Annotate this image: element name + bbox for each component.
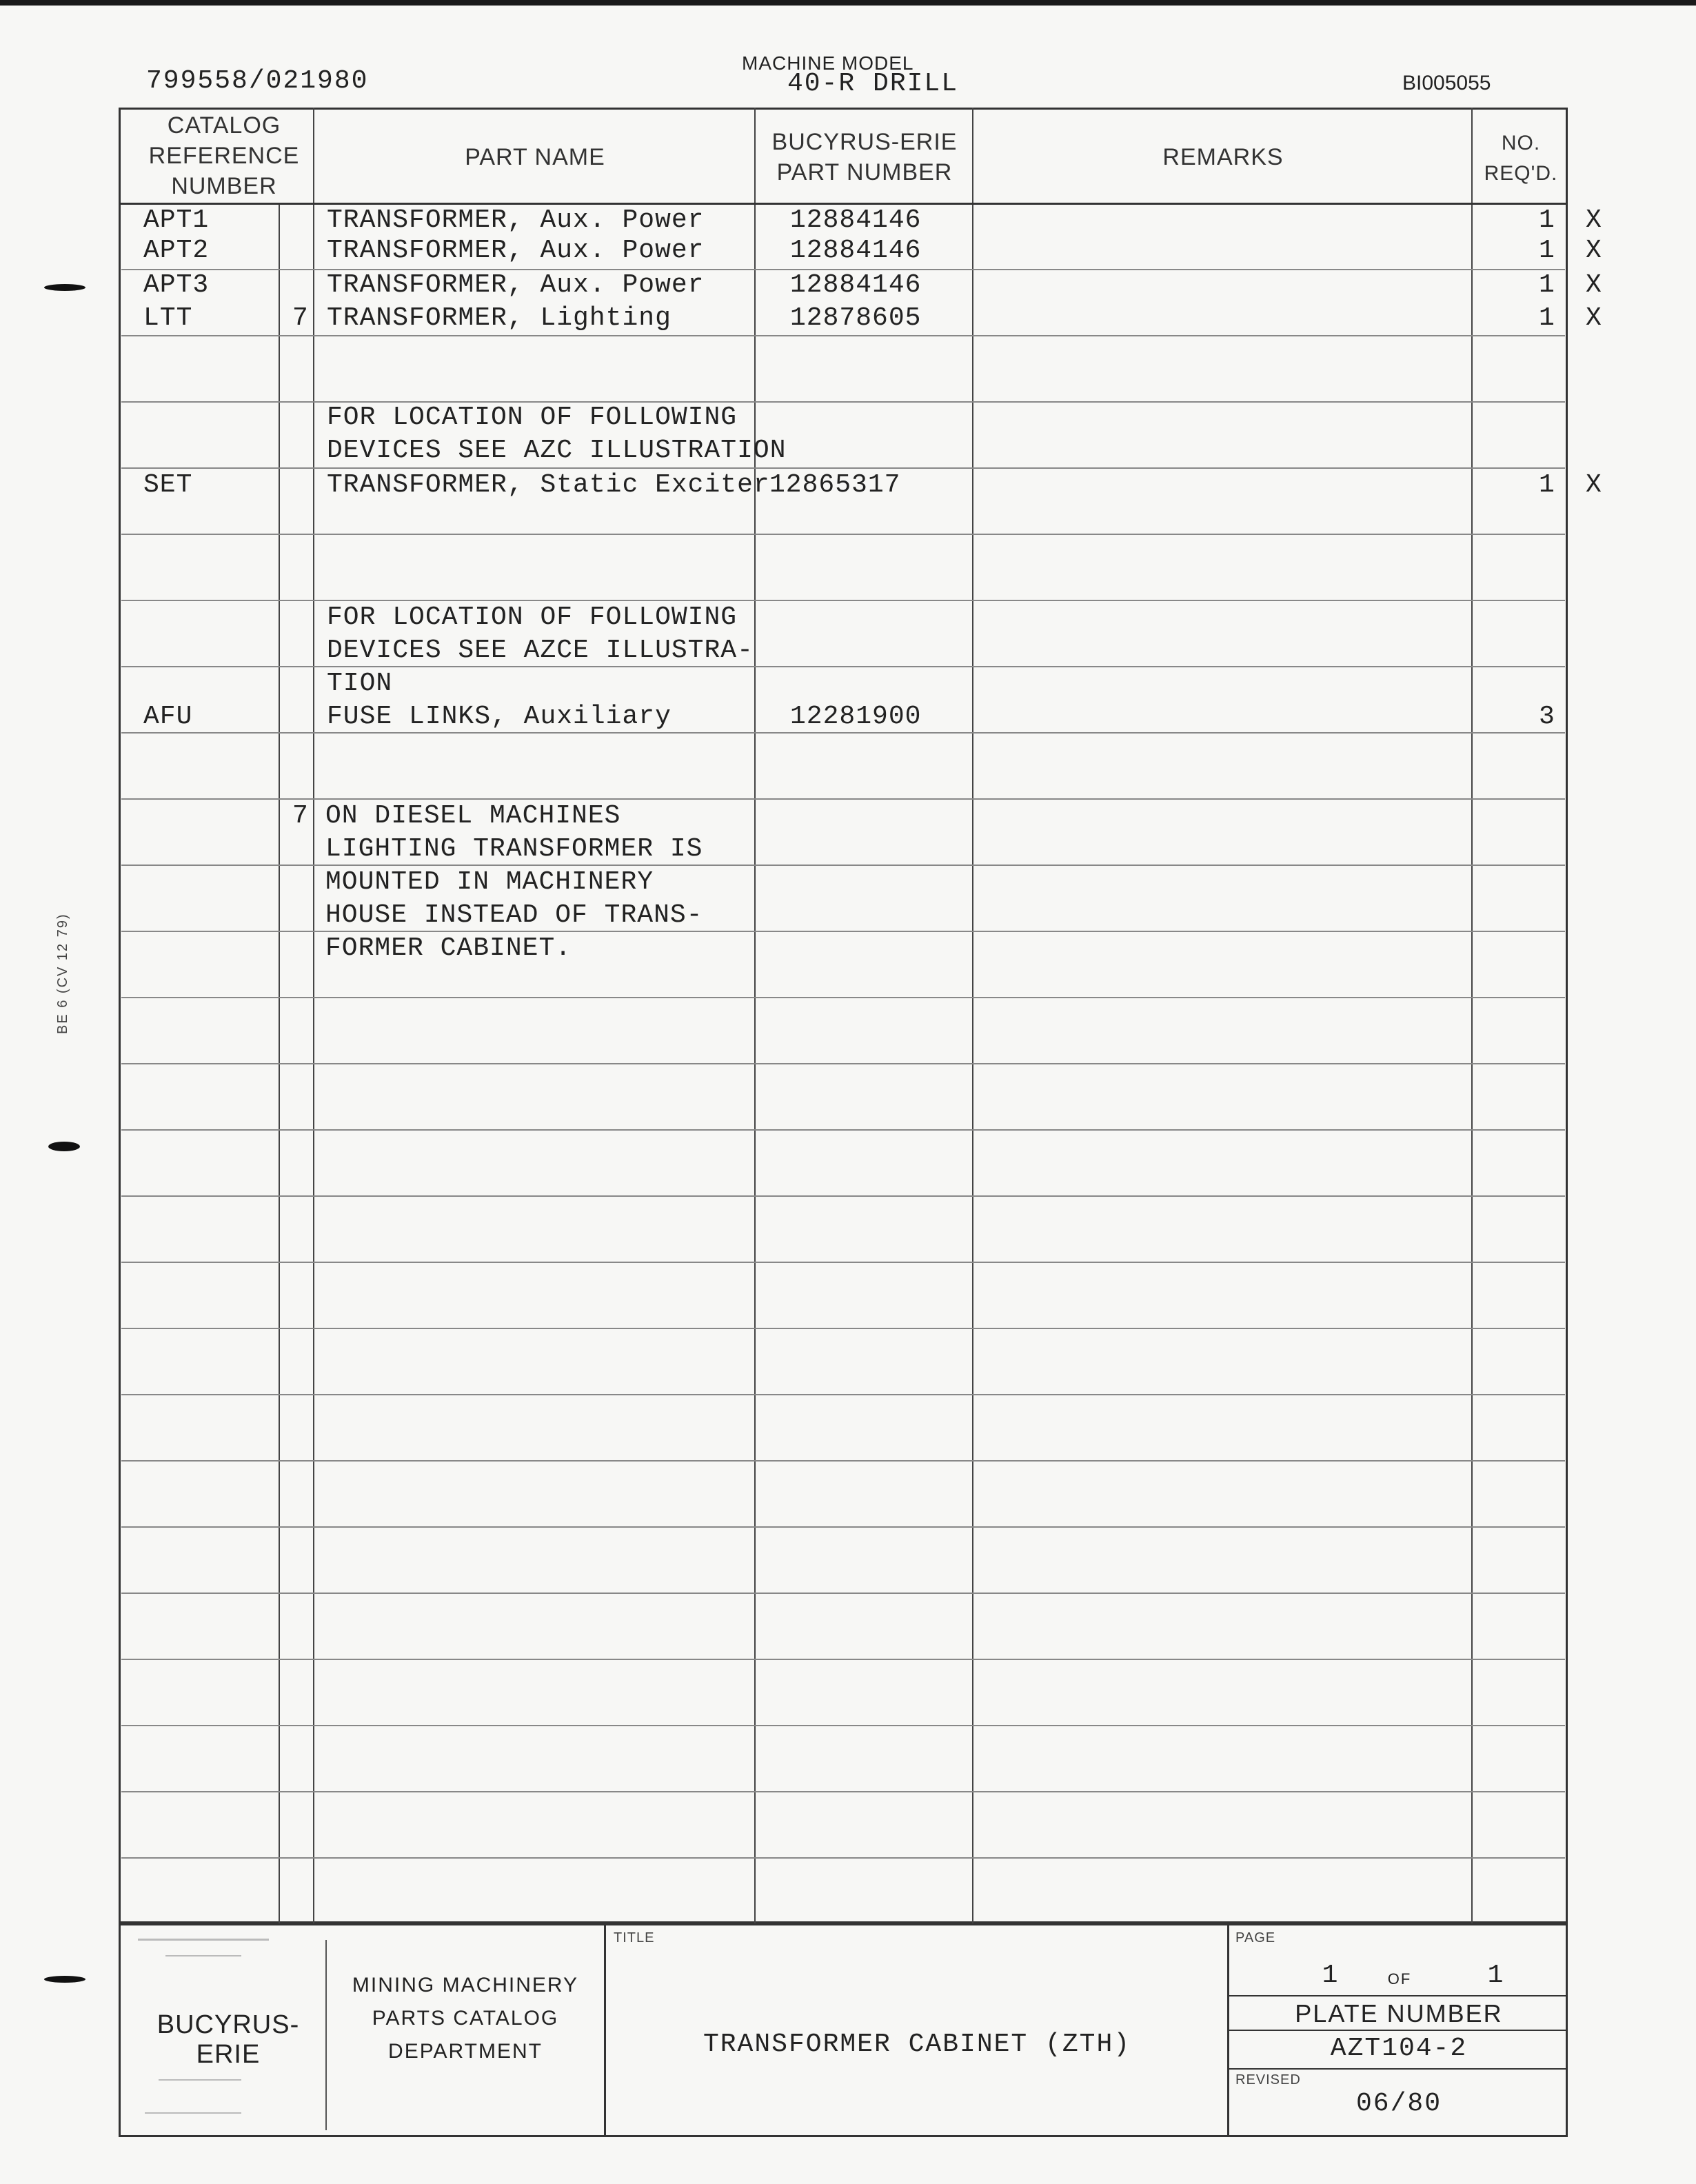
row-rule: [121, 1195, 1565, 1197]
row-part-name: ON DIESEL MACHINES: [325, 801, 621, 831]
row-rule: [121, 1857, 1565, 1859]
row-part-name: TRANSFORMER, Static Exciter: [327, 470, 770, 500]
row-qty: 1: [1539, 470, 1555, 500]
row-part-number: 12884146: [790, 205, 922, 235]
row-rule: [121, 1262, 1565, 1263]
bi-code: BI005055: [1402, 72, 1491, 94]
plate-number-label: PLATE NUMBER: [1295, 1999, 1503, 2028]
qty-column-divider: [1471, 108, 1473, 1923]
row-ref: APT1: [143, 205, 210, 235]
row-part-name: FOR LOCATION OF FOLLOWING: [327, 403, 738, 432]
row-part-number: 12884146: [790, 270, 922, 300]
row-rule: [121, 1791, 1565, 1792]
logo-speckle: [138, 1939, 269, 1941]
row-rule: [121, 1394, 1565, 1395]
row-part-number: 12884146: [790, 236, 922, 265]
row-mark: X: [1586, 470, 1602, 500]
plate-number: AZT104-2: [1330, 2034, 1468, 2063]
row-ref: APT3: [143, 270, 210, 300]
row-part-name: TRANSFORMER, Aux. Power: [327, 205, 705, 235]
row-ref: AFU: [143, 702, 193, 731]
part-column-divider: [754, 108, 756, 1923]
row-part-name: TRANSFORMER, Aux. Power: [327, 270, 705, 300]
row-note: 7: [292, 303, 309, 333]
name-column-divider: [313, 108, 314, 1923]
remarks-column-divider: [972, 108, 973, 1923]
row-part-name: MOUNTED IN MACHINERY: [325, 867, 654, 897]
row-mark: X: [1586, 303, 1602, 333]
row-mark: X: [1586, 205, 1602, 235]
row-rule: [121, 1593, 1565, 1594]
row-qty: 1: [1539, 270, 1555, 300]
title-label: TITLE: [614, 1930, 655, 1945]
header-divider: [119, 203, 1568, 205]
row-rule: [121, 467, 1565, 469]
row-part-number: 12878605: [790, 303, 922, 333]
catalog-header: CATALOG REFERENCE NUMBER: [148, 112, 300, 199]
machine-model-value: 40-R DRILL: [787, 69, 959, 99]
revised-date: 06/80: [1355, 2089, 1442, 2119]
row-ref: SET: [143, 470, 193, 500]
revised-label: REVISED: [1235, 2072, 1301, 2087]
row-part-name: FORMER CABINET.: [325, 933, 572, 963]
row-part-name: FUSE LINKS, Auxiliary: [327, 702, 672, 731]
row-rule: [121, 1460, 1565, 1462]
row-part-name: TRANSFORMER, Aux. Power: [327, 236, 705, 265]
row-qty: 3: [1539, 702, 1555, 731]
drawing-title: TRANSFORMER CABINET (ZTH): [703, 2030, 1131, 2059]
row-part-name: FOR LOCATION OF FOLLOWING: [327, 603, 738, 632]
row-rule: [121, 1659, 1565, 1660]
row-part-name: HOUSE INSTEAD OF TRANS-: [325, 900, 703, 930]
row-ref: LTT: [143, 303, 193, 333]
row-mark: X: [1586, 270, 1602, 300]
footer-page-divider: [1227, 1995, 1568, 1996]
parts-table: [119, 108, 1568, 1923]
no-reqd-header: NO. REQ'D.: [1484, 132, 1558, 185]
row-ref: APT2: [143, 236, 210, 265]
row-rule: [121, 600, 1565, 601]
department-block: MINING MACHINERY PARTS CATALOG DEPARTMENT: [352, 1974, 579, 2063]
part-name-header: PART NAME: [465, 144, 605, 170]
row-part-number: 12281900: [790, 702, 922, 731]
company-name: BUCYRUS-ERIE: [157, 2010, 300, 2069]
row-rule: [121, 335, 1565, 336]
row-rule: [121, 732, 1565, 734]
row-part-name: TRANSFORMER, Lighting: [327, 303, 672, 333]
row-note: 7: [292, 801, 309, 831]
binding-mark: [44, 284, 85, 291]
row-part-name: LIGHTING TRANSFORMER IS: [325, 834, 703, 864]
top-edge-bar: [0, 0, 1696, 6]
row-rule: [121, 534, 1565, 535]
row-rule: [121, 1328, 1565, 1329]
page-total: 1: [1487, 1961, 1505, 1990]
margin-form-code: BE 6 (CV 12 79): [55, 913, 70, 1034]
row-rule: [121, 1129, 1565, 1131]
row-part-number: 12865317: [769, 470, 901, 500]
page-number: 1: [1322, 1961, 1340, 1990]
row-qty: 1: [1539, 205, 1555, 235]
row-rule: [121, 865, 1565, 866]
footer-revised-divider: [1227, 2068, 1568, 2070]
row-rule: [121, 1063, 1565, 1064]
row-qty: 1: [1539, 236, 1555, 265]
row-part-name: TION: [327, 669, 393, 698]
row-part-name: DEVICES SEE AZC ILLUSTRATION: [327, 436, 787, 465]
bucyrus-part-number-header: BUCYRUS-ERIE PART NUMBER: [771, 129, 958, 185]
document-id: 799558/021980: [146, 66, 369, 96]
row-rule: [121, 798, 1565, 800]
binding-mark: [44, 1976, 85, 1983]
row-rule: [121, 997, 1565, 998]
footer-plate-divider: [1227, 2030, 1568, 2031]
machine-model-label: MACHINE MODEL: [742, 52, 914, 74]
row-rule: [121, 931, 1565, 932]
binding-mark: [48, 1142, 80, 1151]
row-rule: [121, 1725, 1565, 1726]
page-label: PAGE: [1235, 1930, 1276, 1945]
row-rule: [121, 666, 1565, 667]
remarks-header: REMARKS: [1162, 144, 1284, 170]
footer-divider-1: [604, 1923, 606, 2137]
row-part-name: DEVICES SEE AZCE ILLUSTRA-: [327, 636, 754, 665]
logo-speckle: [165, 1955, 241, 1957]
row-mark: X: [1586, 236, 1602, 265]
row-qty: 1: [1539, 303, 1555, 333]
page-of: OF: [1387, 1970, 1412, 1988]
logo-speckle: [145, 2112, 241, 2114]
row-rule: [121, 1526, 1565, 1528]
logo-speckle: [159, 2079, 241, 2081]
